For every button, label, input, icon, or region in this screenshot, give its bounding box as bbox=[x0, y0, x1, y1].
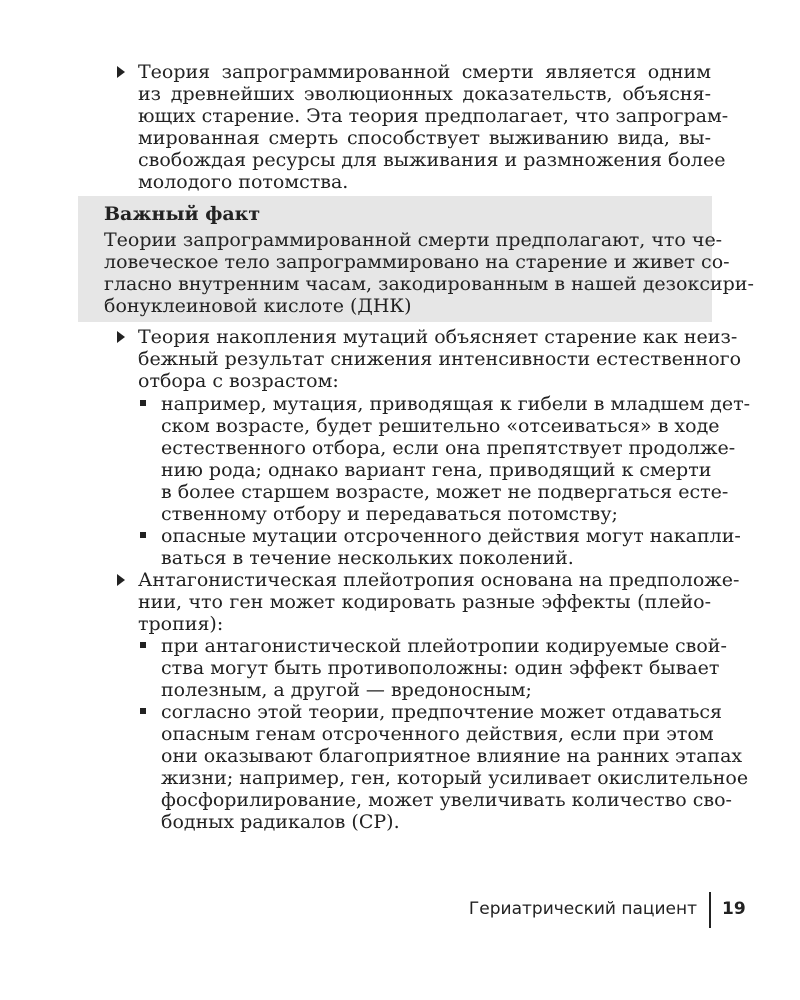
footer-section-title: Гериатрический пациент bbox=[468, 899, 697, 919]
bullet2-sub2-line-1: опасные мутации отсроченного действия могут накапли- bbox=[161, 525, 741, 547]
bullet3-sub2-line-6: бодных радикалов (СР). bbox=[161, 811, 400, 833]
bullet3-sub2-line-5: фосфорилирование, может увеличивать количество сво- bbox=[161, 789, 732, 811]
bullet2-line-2: бежный результат снижения интенсивности естественного bbox=[138, 348, 742, 370]
important-fact-title: Важный факт bbox=[104, 203, 261, 225]
bullet3-line-3: тропия): bbox=[138, 613, 224, 635]
bullet3-sub2-line-1: согласно этой теории, предпочтение может отдаваться bbox=[161, 701, 723, 723]
important-fact-line-1: Теории запрограммированной смерти предполагают, что че- bbox=[104, 229, 723, 251]
bullet2-sub1-line-5: в более старшем возрасте, может не подвергаться есте- bbox=[161, 481, 729, 503]
bullet-square-icon bbox=[140, 708, 146, 714]
bullet2-sub1-line-3: естественного отбора, если она препятствует продолже- bbox=[161, 437, 736, 459]
bullet3-sub1-line-1: при антагонистической плейотропии кодируемые свой- bbox=[161, 635, 727, 657]
bullet2-sub1-line-2: ском возрасте, будет решительно «отсеиваться» в ходе bbox=[161, 415, 720, 437]
bullet1-line-5: свобождая ресурсы для выживания и размножения более bbox=[138, 149, 726, 171]
bullet3-sub2-line-4: жизни; например, ген, который усиливает окислительное bbox=[161, 767, 749, 789]
bullet3-sub1-line-3: полезным, а другой — вредоносным; bbox=[161, 679, 532, 701]
bullet-triangle-icon bbox=[117, 574, 125, 586]
bullet3-line-2: нии, что ген может кодировать разные эффекты (плейо- bbox=[138, 591, 711, 613]
bullet2-sub1-line-4: нию рода; однако вариант гена, приводящий к смерти bbox=[161, 459, 712, 481]
important-fact-line-2: ловеческое тело запрограммировано на старение и живет со- bbox=[104, 251, 730, 273]
bullet-square-icon bbox=[140, 642, 146, 648]
page-number: 19 bbox=[722, 899, 746, 919]
bullet2-line-1: Теория накопления мутаций объясняет старение как неиз- bbox=[138, 326, 738, 348]
bullet2-sub1-line-6: ственному отбору и передаваться потомству; bbox=[161, 503, 618, 525]
bullet3-sub2-line-3: они оказывают благоприятное влияние на ранних этапах bbox=[161, 745, 743, 767]
bullet3-sub1-line-2: ства могут быть противоположны: один эффект бывает bbox=[161, 657, 720, 679]
bullet1-line-2: из древнейших эволюционных доказательств, объясня- bbox=[138, 83, 711, 105]
bullet3-line-1: Антагонистическая плейотропия основана на предположе- bbox=[138, 569, 740, 591]
bullet1-line-6: молодого потомства. bbox=[138, 171, 349, 193]
bullet2-sub2-line-2: ваться в течение нескольких поколений. bbox=[161, 547, 574, 569]
bullet-triangle-icon bbox=[117, 331, 125, 343]
bullet2-line-3: отбора с возрастом: bbox=[138, 370, 339, 392]
important-fact-line-3: гласно внутренним часам, закодированным в нашей дезоксири- bbox=[104, 273, 754, 295]
bullet1-line-3: ющих старение. Эта теория предполагает, что запрограм- bbox=[138, 105, 729, 127]
bullet1-line-1: Теория запрограммированной смерти является одним bbox=[138, 61, 711, 83]
bullet-square-icon bbox=[140, 400, 146, 406]
footer-divider bbox=[709, 892, 711, 928]
important-fact-line-4: бонуклеиновой кислоте (ДНК) bbox=[104, 295, 412, 317]
bullet-square-icon bbox=[140, 532, 146, 538]
bullet2-sub1-line-1: например, мутация, приводящая к гибели в младшем дет- bbox=[161, 393, 751, 415]
bullet-triangle-icon bbox=[117, 66, 125, 78]
bullet3-sub2-line-2: опасным генам отсроченного действия, если при этом bbox=[161, 723, 714, 745]
bullet1-line-4: мированная смерть способствует выживанию вида, вы- bbox=[138, 127, 711, 149]
